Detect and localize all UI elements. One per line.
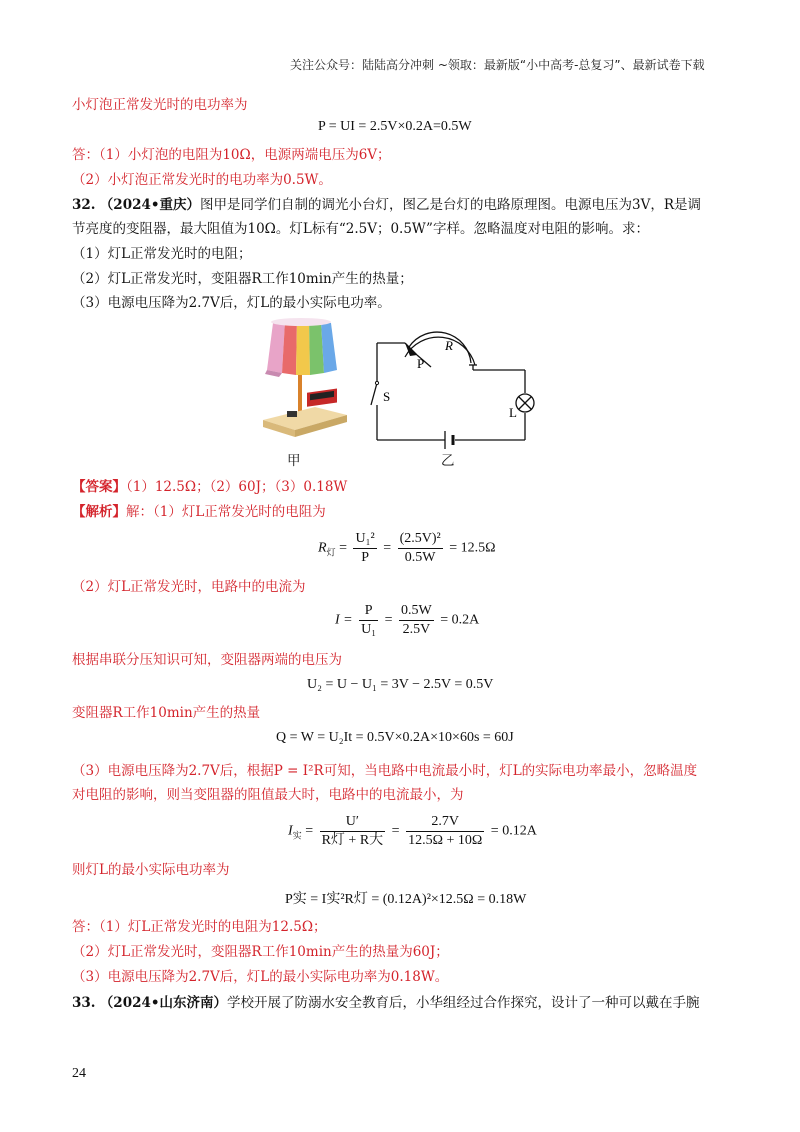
- f2-result: = 0.2A: [440, 612, 480, 628]
- formula-min-current: $I_实$ = $\frac{U'}{\text{R灯 + R大}}$ = $\frac{2.7V}{12.5\Omega + 10\Omega}$ = 0.12A: [288, 814, 537, 848]
- step6: 则灯L的最小实际电功率为: [72, 862, 230, 878]
- q33-stem-line: [72, 994, 700, 1012]
- label-S: S: [383, 389, 391, 404]
- label-R: R: [445, 338, 453, 353]
- q32-answer-line: [72, 478, 347, 496]
- step5a: （3）电源电压降为2.7V后，根据P = I²R可知，当电路中电流最小时，灯L的实际电功率最小，忽略温度: [72, 763, 698, 779]
- analysis-lead: 解：（1）灯L正常发光时的电阻为: [126, 504, 326, 520]
- step2: （2）灯L正常发光时，电路中的电流为: [72, 579, 306, 595]
- f1-frac2: [398, 530, 443, 567]
- f1-sub: 灯: [326, 547, 336, 558]
- formula-resistance: $R_灯$ = $\frac{\text{U₁²}}{P}$ = $\frac{\text{(2.5V)²}}{0.5W}$ = 12.5Ω: [318, 531, 496, 565]
- fig-yi-label: 乙: [441, 453, 455, 469]
- prev-answer-2: （2）小灯泡正常发光时的电功率为0.5W。: [72, 172, 332, 188]
- f2-num1: P: [359, 602, 378, 621]
- f2-lhs: I =: [335, 612, 353, 628]
- q32-sub1: （1）灯L正常发光时的电阻；: [72, 246, 252, 262]
- q32-stem-line2: 节亮度的变阻器，最大阻值为10Ω。灯L标有“2.5V；0.5W”字样。忽略温度对电阻的影响。求：: [72, 221, 649, 237]
- f2-frac1: [359, 602, 378, 639]
- q32-sub3: （3）电源电压降为2.7V后，灯L的最小实际电功率。: [72, 295, 391, 311]
- lamp-photo: [255, 315, 355, 440]
- f5-result: = 0.12A: [490, 823, 537, 839]
- f1-frac1: [353, 530, 376, 567]
- f2-den1: U₁: [361, 622, 377, 637]
- final-answer-1: 答：（1）灯L正常发光时的电阻为12.5Ω；: [72, 919, 327, 935]
- lamp-pole: [298, 375, 302, 415]
- final-answer-2: （2）灯L正常发光时，变阻器R工作10min产生的热量为60J；: [72, 944, 449, 960]
- label-L: L: [509, 405, 517, 420]
- q32-answer: （1）12.5Ω；（2）60J；（3）0.18W: [126, 479, 348, 495]
- q32-analysis-line: [72, 503, 326, 521]
- f1-num1: U₁²: [353, 530, 376, 549]
- formula-voltage: U₂ = U − U₁ = 3V − 2.5V = 0.5V: [307, 677, 494, 692]
- f2-den2: 2.5V: [402, 622, 431, 637]
- label-P: P: [417, 356, 425, 371]
- q33-stem: 学校开展了防溺水安全教育后，小华组经过合作探究，设计了一种可以戴在手腕: [227, 995, 700, 1011]
- f1-result: = 12.5Ω: [449, 540, 496, 556]
- circuit-diagram: [365, 325, 545, 450]
- switch-blade: [371, 383, 377, 405]
- f5-sub: 实: [292, 830, 302, 841]
- answer-tag: 【答案】: [72, 479, 126, 495]
- rheostat-arc-inner: [405, 337, 475, 365]
- f1-den1: P: [361, 550, 369, 565]
- page-number: 24: [72, 1066, 86, 1081]
- f5-frac1: [320, 813, 386, 850]
- f5-frac2: [406, 813, 484, 850]
- f5-num2: 2.7V: [406, 813, 484, 832]
- q33-source: （2024•山东济南）: [99, 995, 227, 1011]
- analysis-tag: 【解析】: [72, 504, 126, 520]
- q32-number: 32.: [72, 197, 96, 213]
- q32-source: （2024•重庆）: [99, 197, 200, 213]
- lamp-shade: [265, 318, 337, 377]
- f5-den1: R灯 + R大: [321, 833, 384, 848]
- prev-answer-1: 答：（1）小灯泡的电阻为10Ω，电源两端电压为6V；: [72, 147, 391, 163]
- f5-den2: 12.5Ω + 10Ω: [408, 833, 483, 848]
- f2-frac2: [399, 602, 434, 639]
- formula-current: I = $\frac{P}{\text{U₁}}$ = $\frac{0.5W}{2.5V}$ = 0.2A: [335, 603, 480, 637]
- prev-power-formula: P = UI = 2.5V×0.2A=0.5W: [318, 119, 472, 134]
- final-answer-3: （3）电源电压降为2.7V后，灯L的最小实际电功率为0.18W。: [72, 969, 449, 985]
- step3: 根据串联分压知识可知，变阻器两端的电压为: [72, 652, 342, 668]
- q32-stem-line1: [72, 196, 701, 214]
- page-header: 关注公众号：陆陆高分冲刺 ~领取：最新版“小中高考-总复习”、最新试卷下载: [290, 58, 705, 72]
- prev-power-intro: 小灯泡正常发光时的电功率为: [72, 97, 248, 113]
- step5b: 对电阻的影响，则当变阻器的阻值最大时，电路中的电流最小，为: [72, 787, 464, 803]
- f2-num2: 0.5W: [399, 602, 434, 621]
- q32-stem1: 图甲是同学们自制的调光小台灯，图乙是台灯的电路原理图。电源电压为3V，R是调: [200, 197, 702, 213]
- q33-number: 33.: [72, 995, 96, 1011]
- fig-jia-label: 甲: [287, 453, 301, 469]
- f5-lhs: I: [288, 823, 293, 839]
- q32-sub2: （2）灯L正常发光时，变阻器R工作10min产生的热量；: [72, 271, 413, 287]
- f5-num1: U′: [320, 813, 386, 832]
- step4: 变阻器R工作10min产生的热量: [72, 705, 261, 721]
- f1-den2: 0.5W: [404, 550, 436, 565]
- f1-lhs: R: [318, 540, 327, 556]
- formula-min-power: P实 = I实²R灯 = (0.12A)²×12.5Ω = 0.18W: [285, 892, 527, 907]
- formula-heat: Q = W = U₂It = 0.5V×0.2A×10×60s = 60J: [276, 730, 514, 745]
- f1-num2: (2.5V)²: [398, 530, 443, 549]
